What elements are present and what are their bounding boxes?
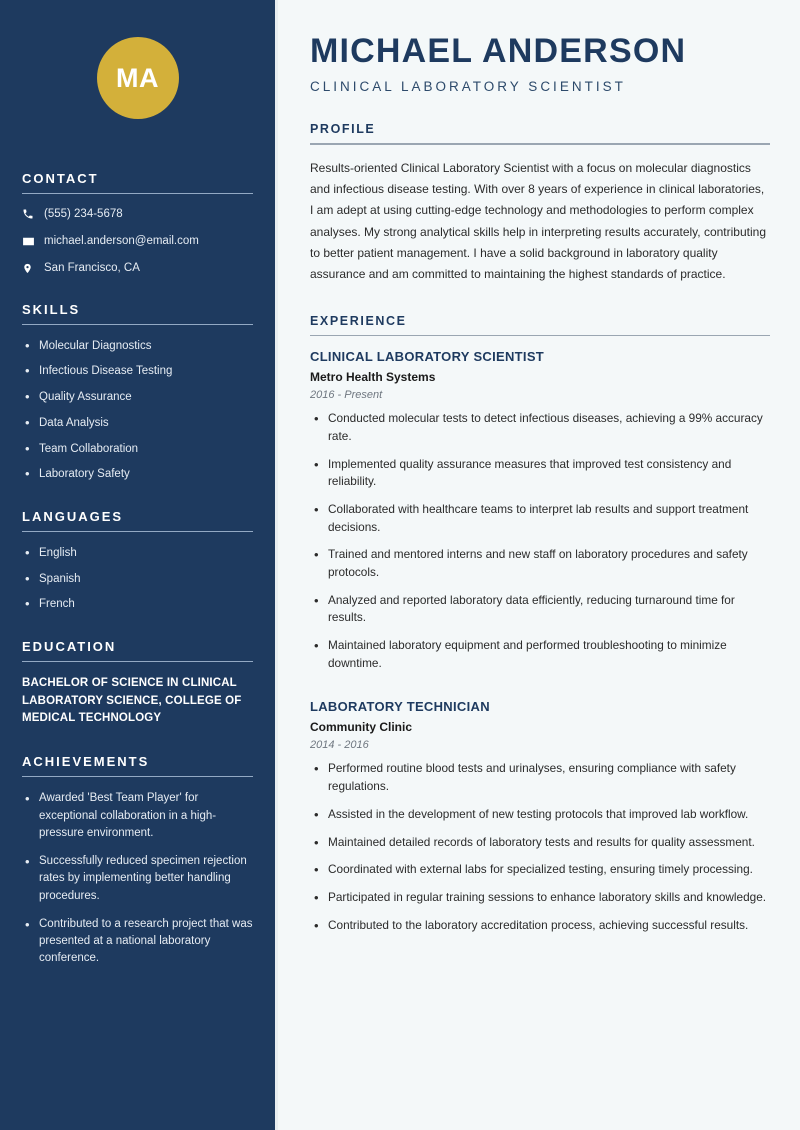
profile-heading: PROFILE <box>310 122 376 137</box>
education-section <box>22 639 253 728</box>
page-title: MICHAEL ANDERSON <box>310 32 687 70</box>
contact-heading: CONTACT <box>22 171 99 186</box>
languages-divider <box>22 531 253 532</box>
achievements-section <box>22 754 253 967</box>
languages-heading: LANGUAGES <box>22 508 124 524</box>
list-item: • Laboratory Safety <box>22 466 253 483</box>
experience-entry <box>310 699 770 934</box>
job-company: Metro Health Systems <box>310 370 436 385</box>
avatar-container <box>22 0 253 171</box>
list-item: • Analyzed and reported laboratory data efficiently, reducing turnaround time for results. <box>310 592 770 627</box>
education-divider <box>22 661 253 662</box>
avatar-initials: MA <box>97 37 179 119</box>
job-dates: 2016 - Present <box>310 389 383 402</box>
list-item: • Awarded 'Best Team Player' for exceptional collaboration in a high-pressure environment. <box>22 790 253 842</box>
list-item: • Maintained laboratory equipment and performed troubleshooting to minimize downtime. <box>310 637 770 672</box>
list-item: • English <box>22 545 253 562</box>
phone-icon <box>22 208 44 220</box>
job-role: CLINICAL LABORATORY SCIENTIST <box>310 349 545 365</box>
education-entry: BACHELOR OF SCIENCE IN CLINICAL LABORATORY SCIENCE, COLLEGE OF MEDICAL TECHNOLOGY <box>22 676 242 725</box>
languages-list <box>22 545 253 613</box>
achievements-heading: ACHIEVEMENTS <box>22 754 150 770</box>
map-pin-icon <box>22 262 44 275</box>
experience-entry <box>310 349 770 672</box>
skills-section <box>22 302 253 483</box>
contact-divider <box>22 193 253 194</box>
list-item: • Performed routine blood tests and urinalyses, ensuring compliance with safety regulations. <box>310 760 770 795</box>
list-item: • Participated in regular training sessions to enhance laboratory skills and knowledge. <box>310 889 770 907</box>
contact-row-email <box>22 234 253 249</box>
list-item: • Infectious Disease Testing <box>22 363 253 380</box>
list-item: • Spanish <box>22 571 253 588</box>
contact-email-value: michael.anderson@email.com <box>44 234 199 247</box>
profile-section <box>310 122 770 286</box>
skills-heading: SKILLS <box>22 301 81 317</box>
job-company: Community Clinic <box>310 720 413 735</box>
achievements-divider <box>22 776 253 777</box>
section-spacer <box>310 682 770 699</box>
list-item: • Data Analysis <box>22 415 253 432</box>
experience-section <box>310 314 770 935</box>
contact-location-value: San Francisco, CA <box>44 261 140 274</box>
experience-heading: EXPERIENCE <box>310 313 407 328</box>
list-item: • Molecular Diagnostics <box>22 338 253 355</box>
languages-section <box>22 509 253 613</box>
professional-title: CLINICAL LABORATORY SCIENTIST <box>310 79 626 95</box>
profile-divider <box>310 143 770 145</box>
list-item: • Conducted molecular tests to detect infectious diseases, achieving a 99% accuracy rate. <box>310 410 770 445</box>
envelope-icon <box>22 235 44 248</box>
list-item: • Implemented quality assurance measures that improved test consistency and reliability. <box>310 456 770 491</box>
list-item: • Collaborated with healthcare teams to interpret lab results and support treatment decisions. <box>310 501 770 536</box>
list-item: • Successfully reduced specimen rejection rates by implementing better handling procedures. <box>22 853 253 905</box>
list-item: • French <box>22 596 253 613</box>
job-role: LABORATORY TECHNICIAN <box>310 699 490 715</box>
job-dates: 2014 - 2016 <box>310 739 369 752</box>
education-heading: EDUCATION <box>22 638 117 654</box>
skills-list <box>22 338 253 483</box>
contact-row-phone <box>22 207 253 222</box>
list-item: • Quality Assurance <box>22 389 253 406</box>
skills-divider <box>22 324 253 325</box>
job-bullets <box>310 410 770 672</box>
profile-text: Results-oriented Clinical Laboratory Scientist with a focus on molecular diagnostics and infectious disease testing. With over 8 years of experience in clinical laboratories, I am adept at using cutting-edge technology and methodologies to perform complex analyses. My strong analytical skills help in interpreting results accurately, contributing to better patient management. I have a solid background in laboratory quality assurance and am committed to maintaining the highest standards of practice. <box>310 160 766 282</box>
list-item: • Maintained detailed records of laboratory tests and results for quality assessment. <box>310 834 770 852</box>
contact-phone-value: (555) 234-5678 <box>44 208 123 220</box>
job-bullets <box>310 760 770 934</box>
contact-section <box>22 171 253 276</box>
list-item: • Contributed to a research project that was presented at a national laboratory conference. <box>22 916 253 968</box>
list-item: • Contributed to the laboratory accreditation process, achieving successful results. <box>310 917 770 935</box>
list-item: • Trained and mentored interns and new staff on laboratory procedures and safety protocols. <box>310 546 770 581</box>
contact-row-location <box>22 261 253 276</box>
list-item: • Team Collaboration <box>22 441 253 458</box>
list-item: • Coordinated with external labs for specialized testing, ensuring timely processing. <box>310 861 770 879</box>
sidebar <box>0 0 278 1130</box>
achievements-list <box>22 790 253 967</box>
main-content <box>278 0 800 1130</box>
list-item: • Assisted in the development of new testing protocols that improved lab workflow. <box>310 806 770 824</box>
experience-divider <box>310 335 770 337</box>
